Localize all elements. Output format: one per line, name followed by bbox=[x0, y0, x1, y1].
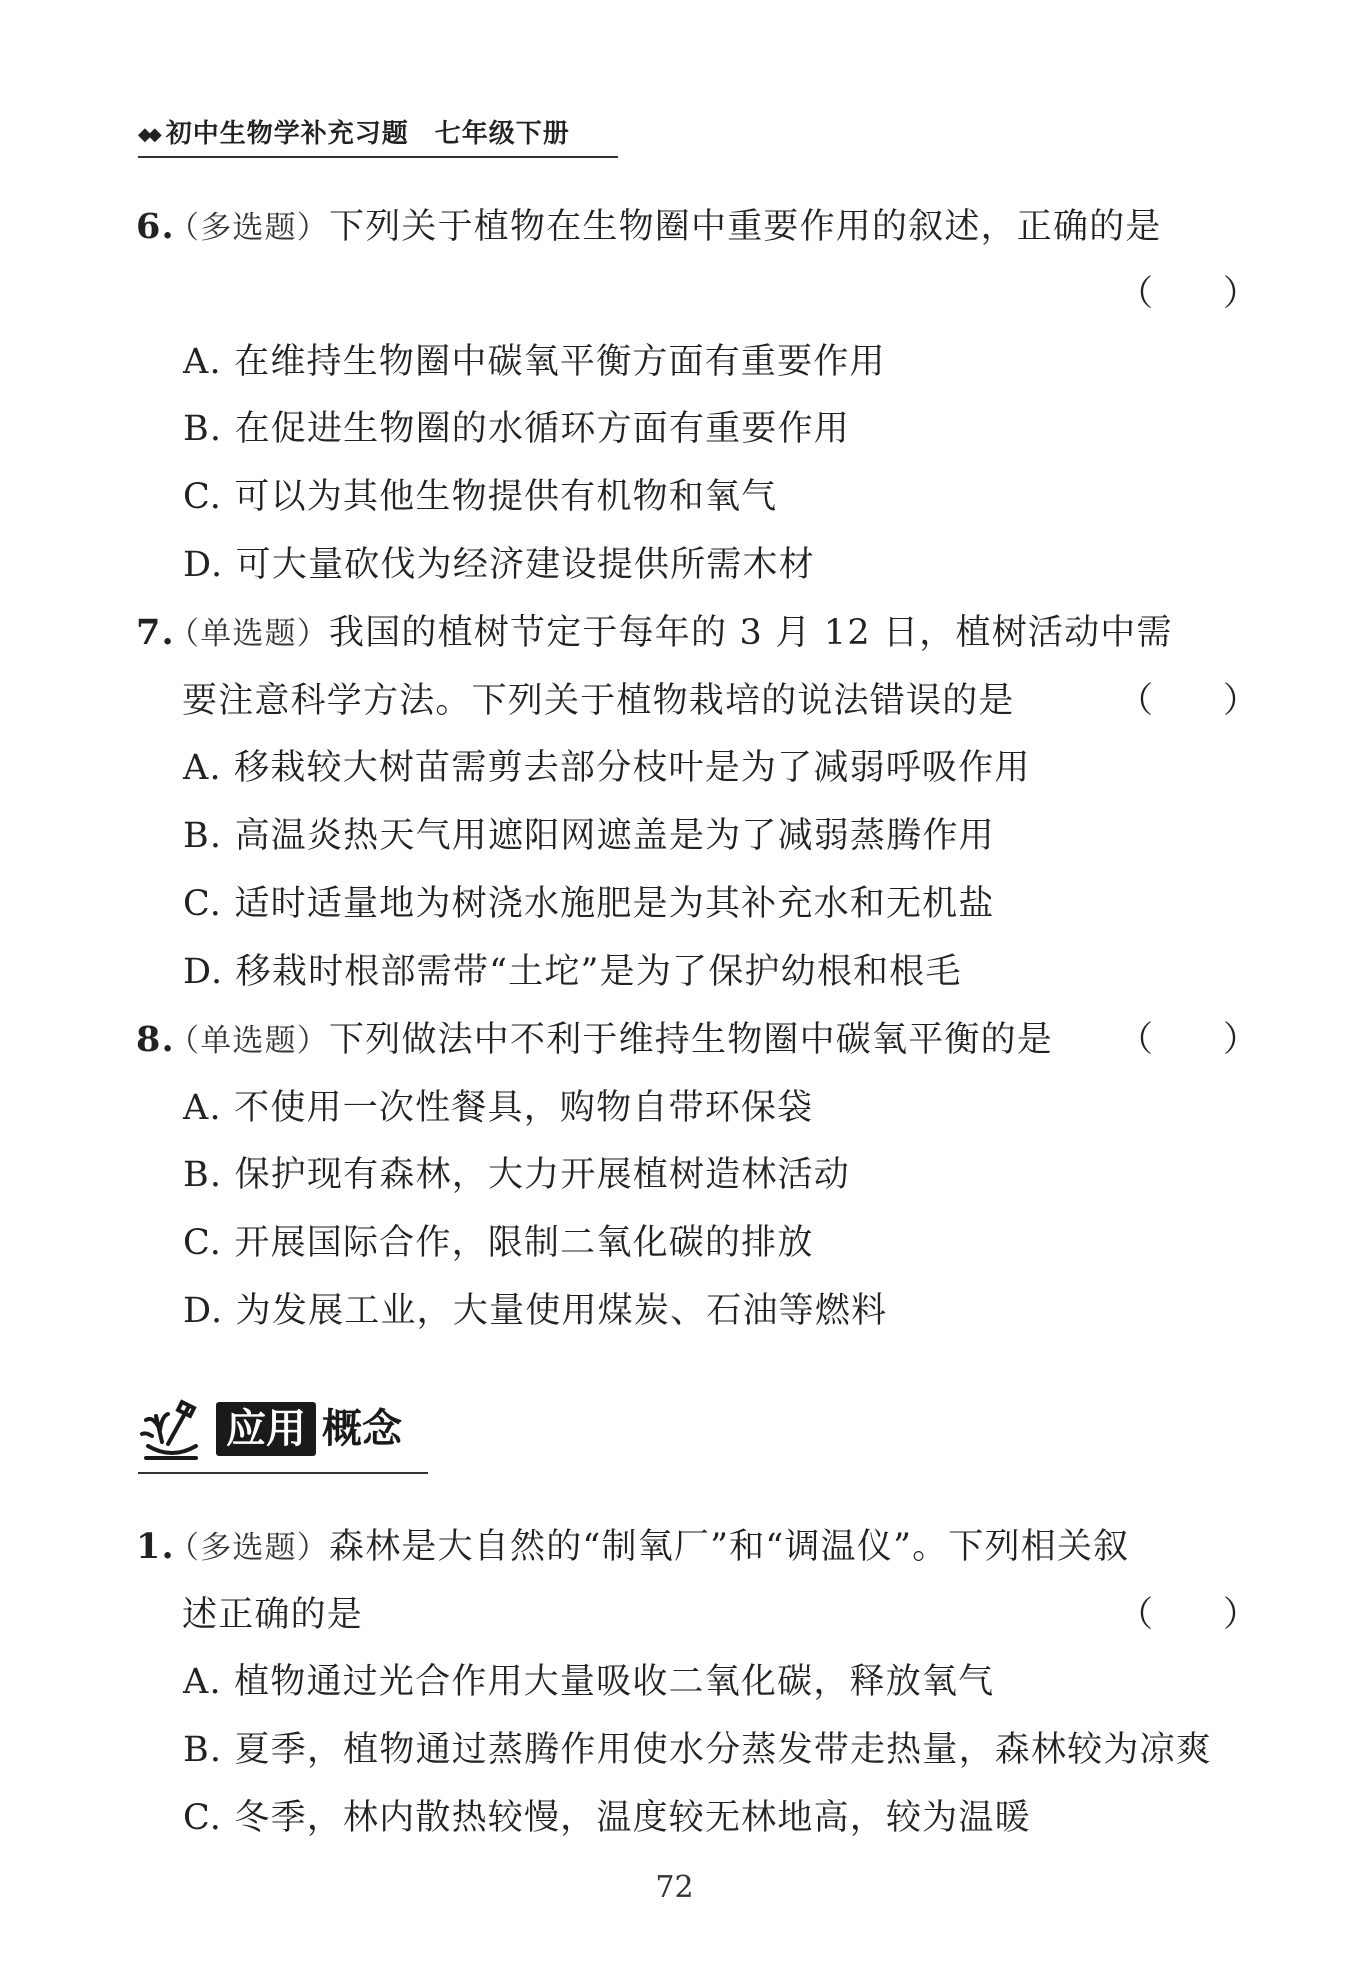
book-title: 初中生物学补充习题 bbox=[165, 119, 409, 149]
option-d: D. 移栽时根部需带“土坨”是为了保护幼根和根毛 bbox=[183, 952, 962, 992]
grade-label: 七年级下册 bbox=[434, 119, 570, 149]
option-d: D. 可大量砍伐为经济建设提供所需木材 bbox=[183, 545, 815, 585]
option-c: C. 可以为其他生物提供有机物和氧气 bbox=[183, 477, 778, 517]
option-b: B. 在促进生物圈的水循环方面有重要作用 bbox=[183, 409, 850, 449]
answer-blank[interactable]: （ ） bbox=[1118, 1595, 1259, 1635]
question-text: 述正确的是 bbox=[182, 1595, 364, 1635]
answer-blank[interactable]: （ ） bbox=[1118, 1020, 1259, 1060]
page-number: 72 bbox=[655, 1870, 694, 1905]
question-text: 下列关于植物在生物圈中重要作用的叙述，正确的是 bbox=[329, 207, 1162, 247]
option-a: A. 在维持生物圈中碳氧平衡方面有重要作用 bbox=[183, 342, 886, 382]
question-text: 要注意科学方法。下列关于植物栽培的说法错误的是 bbox=[182, 681, 1015, 721]
option-c: C. 适时适量地为树浇水施肥是为其补充水和无机盐 bbox=[183, 884, 995, 924]
question-type: （单选题） bbox=[168, 1023, 329, 1059]
answer-blank[interactable]: （ ） bbox=[1118, 681, 1259, 721]
question-number: 1. bbox=[136, 1526, 175, 1567]
question-number: 7. bbox=[136, 612, 175, 653]
question-text: 下列做法中不利于维持生物圈中碳氧平衡的是 bbox=[329, 1020, 1054, 1060]
section-title-boxed: 应用 bbox=[216, 1402, 316, 1456]
option-b: B. 高温炎热天气用遮阳网遮盖是为了减弱蒸腾作用 bbox=[183, 816, 995, 856]
question-number: 6. bbox=[136, 206, 175, 247]
question-text: 森林是大自然的“制氧厂”和“调温仪”。下列相关叙 bbox=[329, 1527, 1130, 1567]
option-a: A. 不使用一次性餐具，购物自带环保袋 bbox=[183, 1088, 814, 1128]
option-c: C. 冬季，林内散热较慢，温度较无林地高，较为温暖 bbox=[183, 1798, 1031, 1838]
option-b: B. 保护现有森林，大力开展植树造林活动 bbox=[183, 1155, 850, 1195]
option-d: D. 为发展工业，大量使用煤炭、石油等燃料 bbox=[183, 1291, 888, 1331]
running-header bbox=[138, 113, 618, 158]
microscope-plant-icon bbox=[138, 1386, 208, 1466]
option-a: A. 植物通过光合作用大量吸收二氧化碳，释放氧气 bbox=[183, 1662, 995, 1702]
question-type: （单选题） bbox=[168, 616, 329, 652]
question-type: （多选题） bbox=[168, 1530, 329, 1566]
option-a: A. 移栽较大树苗需剪去部分枝叶是为了减弱呼吸作用 bbox=[183, 748, 1031, 788]
section-title-rest: 概念 bbox=[322, 1406, 402, 1452]
question-number: 8. bbox=[136, 1019, 175, 1060]
option-b: B. 夏季，植物通过蒸腾作用使水分蒸发带走热量，森林较为凉爽 bbox=[183, 1730, 1212, 1770]
question-text: 我国的植树节定于每年的 3 月 12 日，植树活动中需 bbox=[329, 613, 1173, 653]
answer-blank[interactable]: （ ） bbox=[1118, 274, 1259, 314]
diamond-bullets-icon: ◆◆ bbox=[138, 124, 158, 145]
section-heading bbox=[138, 1386, 428, 1474]
question-type: （多选题） bbox=[168, 210, 329, 246]
option-c: C. 开展国际合作，限制二氧化碳的排放 bbox=[183, 1223, 814, 1263]
